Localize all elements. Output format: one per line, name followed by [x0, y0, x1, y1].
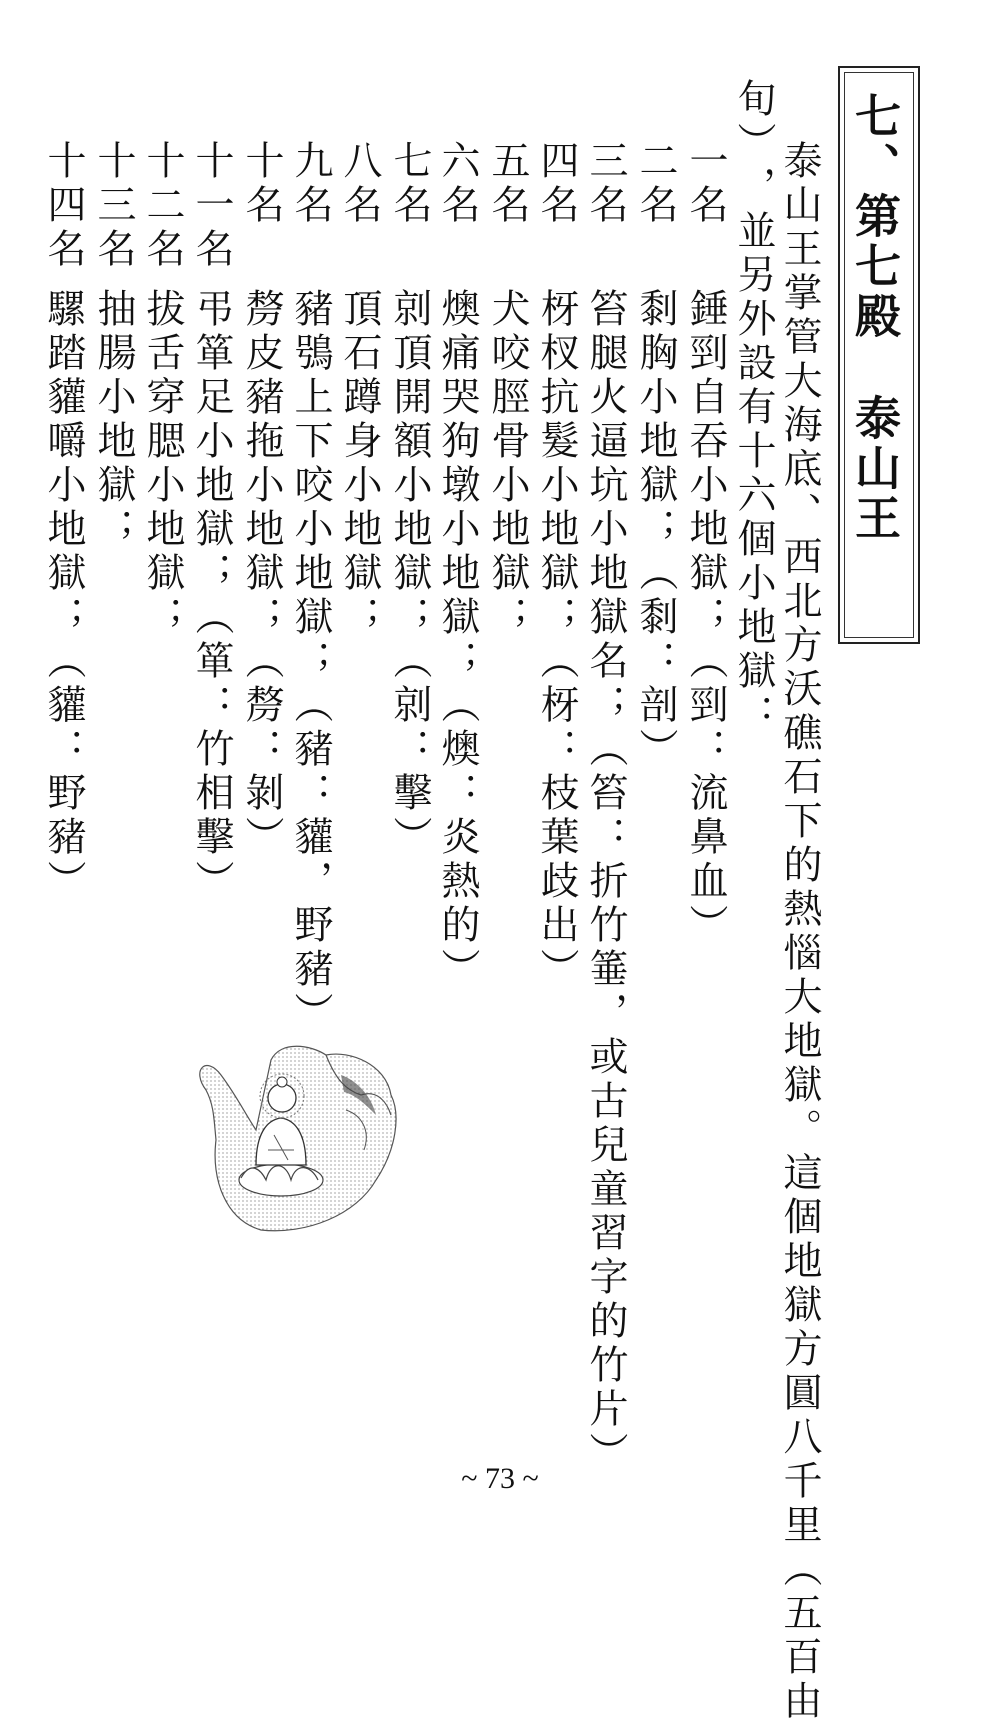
hell-number-10: 十名	[239, 140, 284, 228]
hell-number-2: 二名	[633, 140, 678, 228]
hell-number-8: 八名	[337, 140, 382, 228]
hell-entry-6: 燠痛哭狗墩小地獄；︵燠：炎熱的︶	[435, 288, 480, 992]
hell-number-4: 四名	[534, 140, 579, 228]
hell-entry-3: 笞腿火逼坑小地獄名；︵笞：折竹箠，或古兒童習字的竹片︶	[583, 288, 628, 1476]
hell-entry-9: 豬鴞上下咬小地獄；︵豬：貛，野豬︶	[288, 288, 333, 1036]
page-number: ~ 73 ~	[461, 1462, 539, 1495]
hell-entry-10: 剺皮豬拖小地獄；︵剺：剝︶	[239, 288, 284, 860]
hell-number-13: 十三名	[91, 140, 136, 272]
hell-entry-12: 拔舌穿腮小地獄；	[140, 288, 185, 640]
intro-line-1: 泰山王掌管大海底、西北方沃礁石下的熱惱大地獄。這個地獄方圓八千里︵五百由	[777, 140, 822, 1724]
hell-number-12: 十二名	[140, 140, 185, 272]
hell-number-7: 七名	[387, 140, 432, 228]
intro-line-2: 旬︶，並另外設有十六個小地獄：	[731, 78, 776, 738]
hell-entry-13: 抽腸小地獄；	[91, 288, 136, 552]
hell-number-9: 九名	[288, 140, 333, 228]
hell-entry-2: 㓿胸小地獄；︵㓿：剖︶	[633, 288, 678, 772]
hell-number-11: 十一名	[189, 140, 234, 272]
chapter-title	[848, 92, 902, 544]
hell-entry-14: 騾踏貛嚼小地獄；︵貛：野豬︶	[41, 288, 86, 904]
hell-number-6: 六名	[435, 140, 480, 228]
buddha-in-palm-illustration	[186, 1020, 426, 1260]
chapter-king-name: 泰山王	[848, 394, 902, 544]
hell-number-1: 一名	[683, 140, 728, 228]
hell-entry-11: 弔箪足小地獄；︵箪：竹相擊︶	[189, 288, 234, 904]
hell-entry-1: 錘剄自吞小地獄；︵剄：流鼻血︶	[683, 288, 728, 948]
hell-number-5: 五名	[485, 140, 530, 228]
hell-number-14: 十四名	[41, 140, 86, 272]
hell-number-3: 三名	[583, 140, 628, 228]
hell-entry-5: 犬咬脛骨小地獄；	[485, 288, 530, 640]
hell-entry-4: 枒杈抗髮小地獄；︵枒：枝葉歧出︶	[534, 288, 579, 992]
chapter-number: 七、第七殿	[848, 92, 902, 342]
hell-entry-7: 剠頂開額小地獄；︵剠：擊︶	[387, 288, 432, 860]
hell-entry-8: 頂石蹲身小地獄；	[337, 288, 382, 640]
